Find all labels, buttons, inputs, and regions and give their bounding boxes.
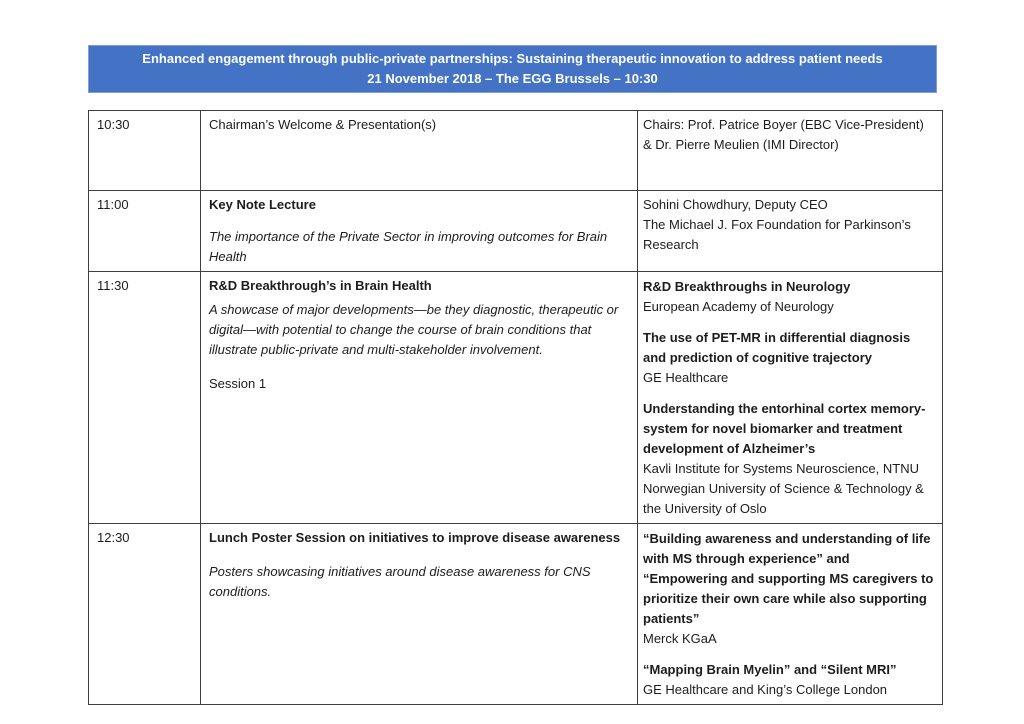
time-cell: 12:30 (89, 524, 201, 705)
talk-title: “Building awareness and understanding of life with MS through experience” and “Empowering and supporting MS caregivers to prioritize their own care while also supporting patients” (643, 531, 934, 626)
time-cell: 11:00 (89, 191, 201, 272)
talk-item (643, 328, 936, 388)
session-cell (201, 524, 638, 705)
session-note: Session 1 (209, 376, 267, 391)
talk-title: “Mapping Brain Myelin” and “Silent MRI” (643, 662, 897, 677)
event-title: Enhanced engagement through public-private partnerships: Sustaining therapeutic innovation to address patient needs (142, 51, 883, 66)
agenda-row-1030 (89, 111, 943, 191)
talk-item (643, 399, 936, 519)
session-title: R&D Breakthrough’s in Brain Health (209, 278, 432, 293)
session-title: Key Note Lecture (209, 197, 316, 212)
agenda-row-1230 (89, 524, 943, 705)
time-cell: 11:30 (89, 272, 201, 524)
talk-org: GE Healthcare and King’s College London (643, 682, 888, 697)
speakers-cell (638, 524, 943, 705)
time-cell: 10:30 (89, 111, 201, 191)
session-cell (201, 111, 638, 191)
speakers-cell (638, 191, 943, 272)
event-date-location: 21 November 2018 – The EGG Brussels – 10:30 (367, 71, 658, 86)
talk-org: GE Healthcare (643, 370, 729, 385)
speaker-line: The Michael J. Fox Foundation for Parkinson’s Research (643, 217, 911, 252)
talk-title: R&D Breakthroughs in Neurology (643, 279, 851, 294)
speaker-line: & Dr. Pierre Meulien (IMI Director) (643, 137, 839, 152)
session-title: Chairman’s Welcome & Presentation(s) (209, 117, 437, 132)
talk-org: Norwegian University of Science & Technology & the University of Oslo (643, 481, 924, 516)
talk-org: Merck KGaA (643, 631, 717, 646)
agenda-row-1100 (89, 191, 943, 272)
talk-org: Kavli Institute for Systems Neuroscience, NTNU (643, 461, 919, 476)
talk-item (643, 277, 936, 317)
speakers-cell (638, 272, 943, 524)
session-cell (201, 191, 638, 272)
session-description: Posters showcasing initiatives around disease awareness for CNS conditions. (209, 564, 591, 599)
session-cell (201, 272, 638, 524)
session-description: The importance of the Private Sector in improving outcomes for Brain Health (209, 229, 608, 264)
session-title: Lunch Poster Session on initiatives to improve disease awareness (209, 530, 621, 545)
agenda-row-1130 (89, 272, 943, 524)
talk-item (643, 529, 936, 649)
talk-title: The use of PET-MR in differential diagnosis and prediction of cognitive trajectory (643, 330, 911, 365)
session-description: A showcase of major developments—be they diagnostic, therapeutic or digital—with potential to change the course of brain conditions that illustrate public-private and multi-stakeholder involvement. (209, 302, 619, 357)
talk-item (643, 660, 936, 700)
speaker-line: Chairs: Prof. Patrice Boyer (EBC Vice-President) (643, 117, 924, 132)
talk-org: European Academy of Neurology (643, 299, 834, 314)
speaker-line: Sohini Chowdhury, Deputy CEO (643, 197, 828, 212)
event-banner (88, 45, 937, 93)
speakers-cell (638, 111, 943, 191)
talk-title: Understanding the entorhinal cortex memory-system for novel biomarker and treatment development of Alzheimer’s (643, 401, 926, 456)
agenda-table (88, 110, 943, 705)
